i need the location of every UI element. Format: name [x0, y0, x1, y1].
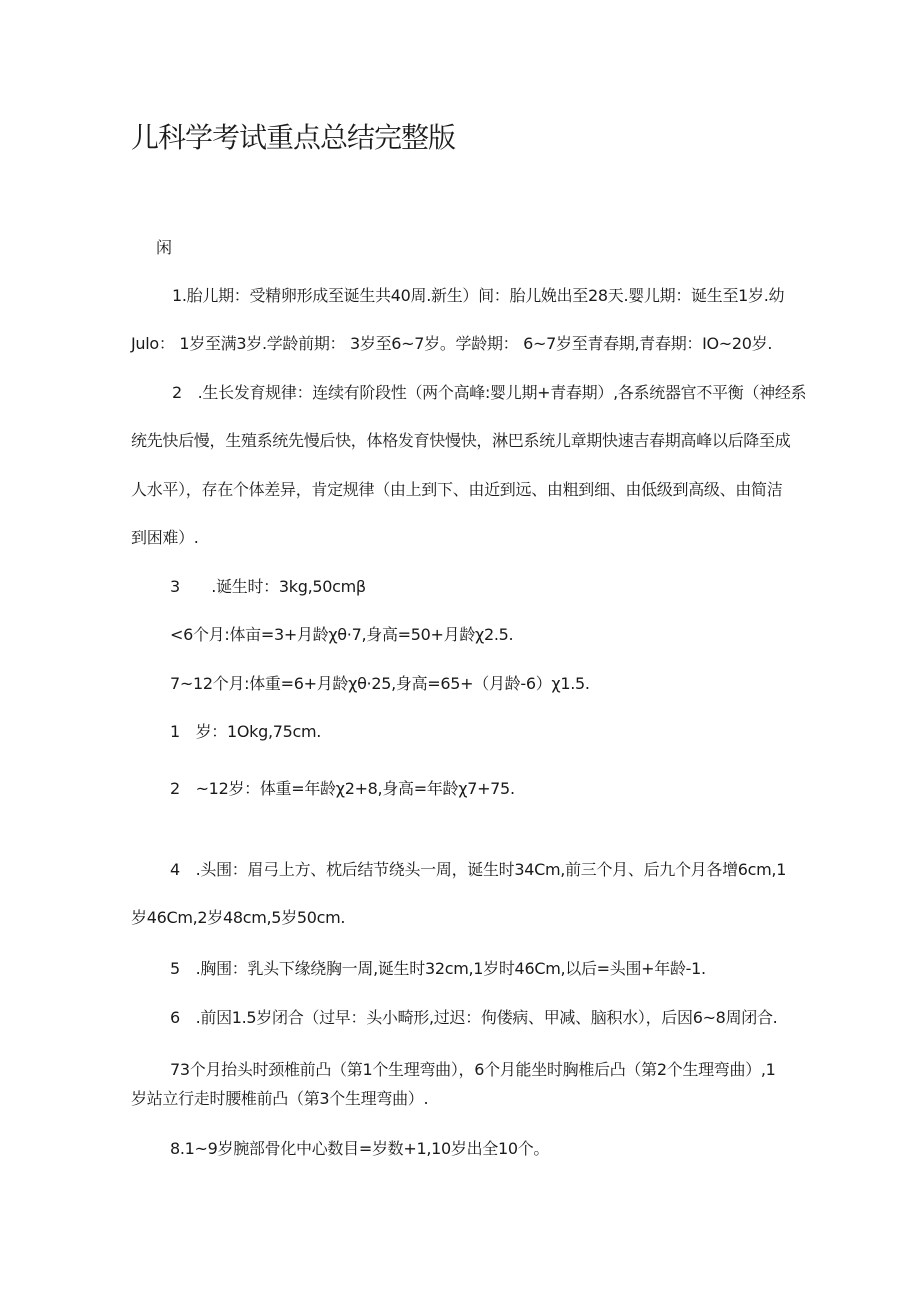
paragraph-line: 4 .头围：眉弓上方、枕后结节绕头一周，诞生时34Cm,前三个月、后九个月各增6cm,1: [170, 860, 787, 879]
paragraph-line: 6 .前因1.5岁闭合（过早：头小畸形,过迟：佝偻病、甲减、脑积水），后因6~8周闭合.: [170, 1008, 778, 1027]
paragraph-line: 8.1~9岁腕部骨化中心数目=岁数+1,10岁出全10个。: [170, 1139, 550, 1158]
paragraph-line: 2 ~12岁：体重=年龄χ2+8,身高=年龄χ7+75.: [170, 779, 515, 798]
paragraph-line: 1 岁：1Okg,75cm.: [170, 722, 322, 741]
paragraph-line: 3 .诞生时：3kg,50cmβ: [170, 577, 366, 596]
paragraph-line: 7~12个月:体重=6+月龄χθ·25,身高=65+（月龄-6）χ1.5.: [170, 674, 590, 693]
paragraph-line: 岁站立行走时腰椎前凸（第3个生理弯曲）.: [131, 1089, 429, 1108]
paragraph-line: 到困难）.: [131, 528, 199, 547]
paragraph-line: 2 .生长发育规律：连续有阶段性（两个高峰:婴儿期+青春期）,各系统器官不平衡（神经系: [172, 383, 807, 402]
paragraph-line: 岁46Cm,2岁48cm,5岁50cm.: [131, 908, 346, 927]
section-heading: 闲: [156, 238, 172, 257]
paragraph-line: 5 .胸围：乳头下缘绕胸一周,诞生时32cm,1岁时46Cm,以后=头围+年龄-1.: [170, 959, 706, 978]
paragraph-line: 73个月抬头时颈椎前凸（第1个生理弯曲），6个月能坐时胸椎后凸（第2个生理弯曲）,1: [170, 1060, 776, 1079]
paragraph-line: 人水平），存在个体差异，肯定规律（由上到下、由近到远、由粗到细、由低级到高级、由简洁: [131, 480, 783, 499]
paragraph-line: Julo： 1岁至满3岁.学龄前期： 3岁至6~7岁。学龄期： 6~7岁至青春期,青春期：IO~20岁.: [131, 334, 773, 353]
document-title: 儿科学考试重点总结完整版: [131, 121, 456, 154]
paragraph-line: 1.胎儿期：受精卵形成至诞生共40周.新生）间：胎儿娩出至28天.婴儿期：诞生至1岁.幼: [172, 286, 785, 305]
paragraph-line: 统先快后慢，生殖系统先慢后快，体格发育快慢快，淋巴系统儿章期快速吉春期高峰以后降至成: [131, 431, 791, 450]
paragraph-line: <6个月:体亩=3+月龄χθ·7,身高=50+月龄χ2.5.: [170, 625, 514, 644]
